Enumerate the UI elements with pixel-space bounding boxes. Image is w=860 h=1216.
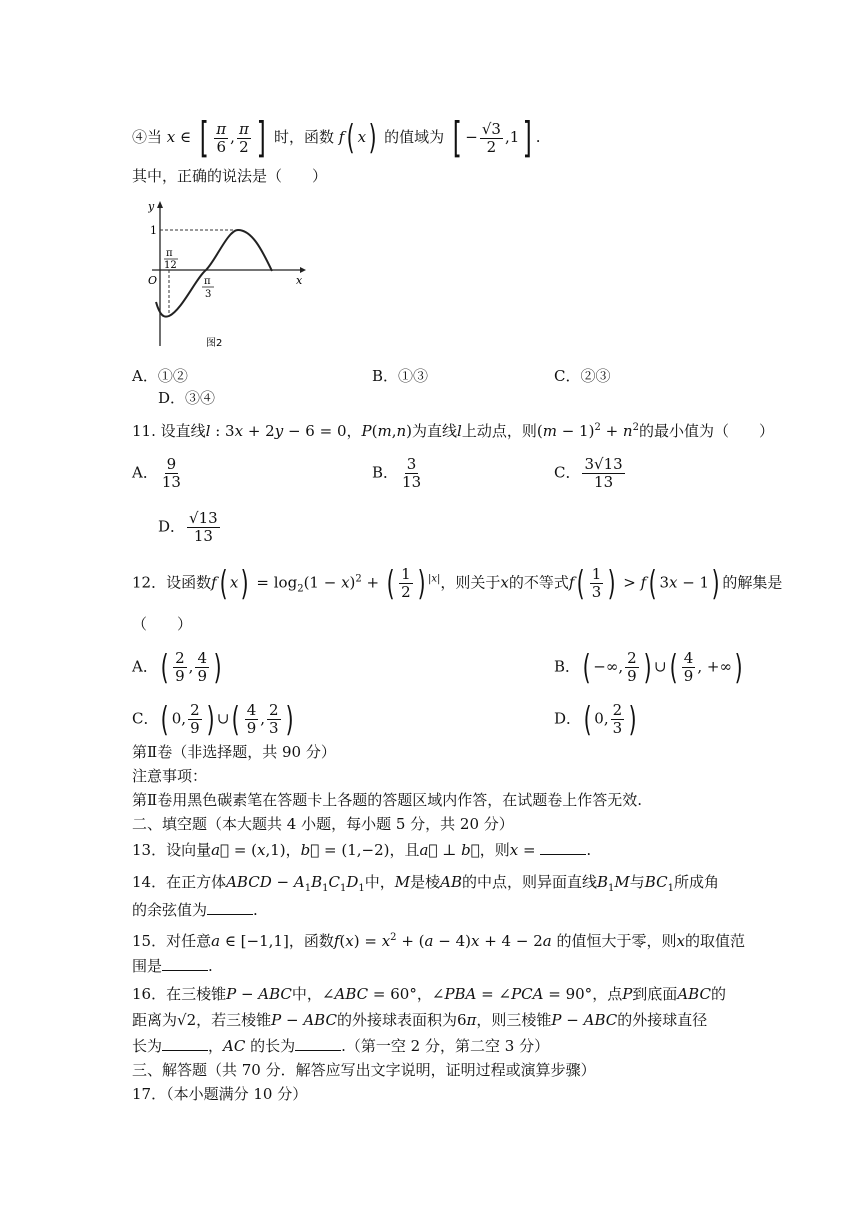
q12-stem: 12．设函数f( $x) = \log_2(1 - x)^2$ + ( $\frac{1}{2}$ ) $^{|x|}$，则关于x的不等式f( $\frac{1}{3}$ ) > f( 3x − 1) 的解集是 [132,563,783,604]
y-label: y [148,200,155,213]
origin-label: O [148,274,158,287]
q10-option-b: B．①③ [372,367,429,385]
q15-line2: 围是 . [132,957,213,975]
q10-item4: ④当 x ∈ [ $\frac{\pi}{6}$ , $\frac{\pi}{2}$ ] 时，函数 f( x) 的值域为 [ − $\frac{√3}{2}$ ,1] . [132,113,541,162]
section3-heading: 三、解答题（共 70 分．解答应写出文字说明，证明过程或演算步骤） [132,1061,596,1079]
q12-option-d: D．( 0, $\frac{2}{3}$ ) [554,699,637,740]
section2-notice-text: 第Ⅱ卷用黑色碳素笔在答题卡上各题的答题区域内作答，在试题卷上作答无效. [132,791,642,809]
one-label: 1 [150,224,157,237]
q12-option-c: C．( 0, $\frac{2}{9}$ ) ∪( $\frac{4}{9}$ , $\frac{2}{3}$ ) [132,699,294,740]
q15-line1: 15．对任意a ∈ [−1,1]，函数$f(x) = x^2 + (a - 4)x + 4 - 2a$ 的值恒大于零，则x的取值范 [132,932,745,950]
q10-option-d: D．③④ [158,389,216,407]
function-graph [148,198,308,350]
graph-caption: 图2 [206,338,223,349]
pi12-pi: π [166,248,173,259]
q14-line1: 14．在正方体ABCD − $A_1B_1C_1D_1$中，M是棱AB的中点，则异面直线$B_1M$与$BC_1$所成角 [132,873,719,894]
q10-option-c: C．②③ [554,367,611,385]
fill-heading: 二、填空题（本大题共 4 小题，每小题 5 分，共 20 分） [132,815,514,833]
q11-option-b: B． $\frac{3}{13}$ [372,455,422,491]
pi3-pi: π [204,276,211,287]
pi12-den: 12 [164,260,177,271]
q14-blank [207,900,253,915]
q11-stem: 11. 设直线l : 3x + 2y − 6 = 0，P(m,n)为直线l上动点，则$(m - 1)^2 + n^2$的最小值为（ ） [132,422,774,440]
q16-blank-2 [295,1036,341,1051]
q11-option-c: C． $\frac{3√13}{13}$ [554,455,623,491]
q12-option-a: A．( $\frac{2}{9}$ , $\frac{4}{9}$ ) [132,647,222,688]
q16-line1: 16．在三棱锥P − ABC中，∠ABC = 60°，∠PBA = ∠PCA = 90°，点P到底面ABC的 [132,985,726,1003]
q13: 13．设向量a⃗ = (x,1)，b⃗ = (1,−2)，且a⃗ ⊥ b⃗，则x = . [132,841,592,859]
q12-option-b: B．( −∞, $\frac{2}{9}$ ) ∪( $\frac{4}{9}$ , +∞) [554,647,743,688]
q16-line2: 距离为√2，若三棱锥P − ABC的外接球表面积为6π，则三棱锥P − ABC的外接球直径 [132,1011,708,1029]
q15-blank [162,956,208,971]
q17-title: 17．（本小题满分 10 分） [132,1085,308,1103]
pi3-den: 3 [205,289,212,300]
q16-line3: 长为 ，AC 的长为 .（第一空 2 分，第二空 3 分） [132,1037,550,1055]
q11-option-d: D． $\frac{√13}{13}$ [158,509,218,545]
q11-option-a: A． $\frac{9}{13}$ [132,455,181,491]
q12-paren: （ ） [132,615,193,633]
section2-title: 第Ⅱ卷（非选择题，共 90 分） [132,743,336,761]
q10-ask: 其中，正确的说法是（ ） [132,167,328,185]
q10-option-a: A．①② [132,367,188,385]
section2-notice: 注意事项： [132,767,208,785]
q14-line2: 的余弦值为 . [132,901,258,919]
x-label: x [296,274,303,287]
q13-blank [540,840,586,855]
q16-blank-1 [162,1036,208,1051]
sine-curve [156,230,272,317]
